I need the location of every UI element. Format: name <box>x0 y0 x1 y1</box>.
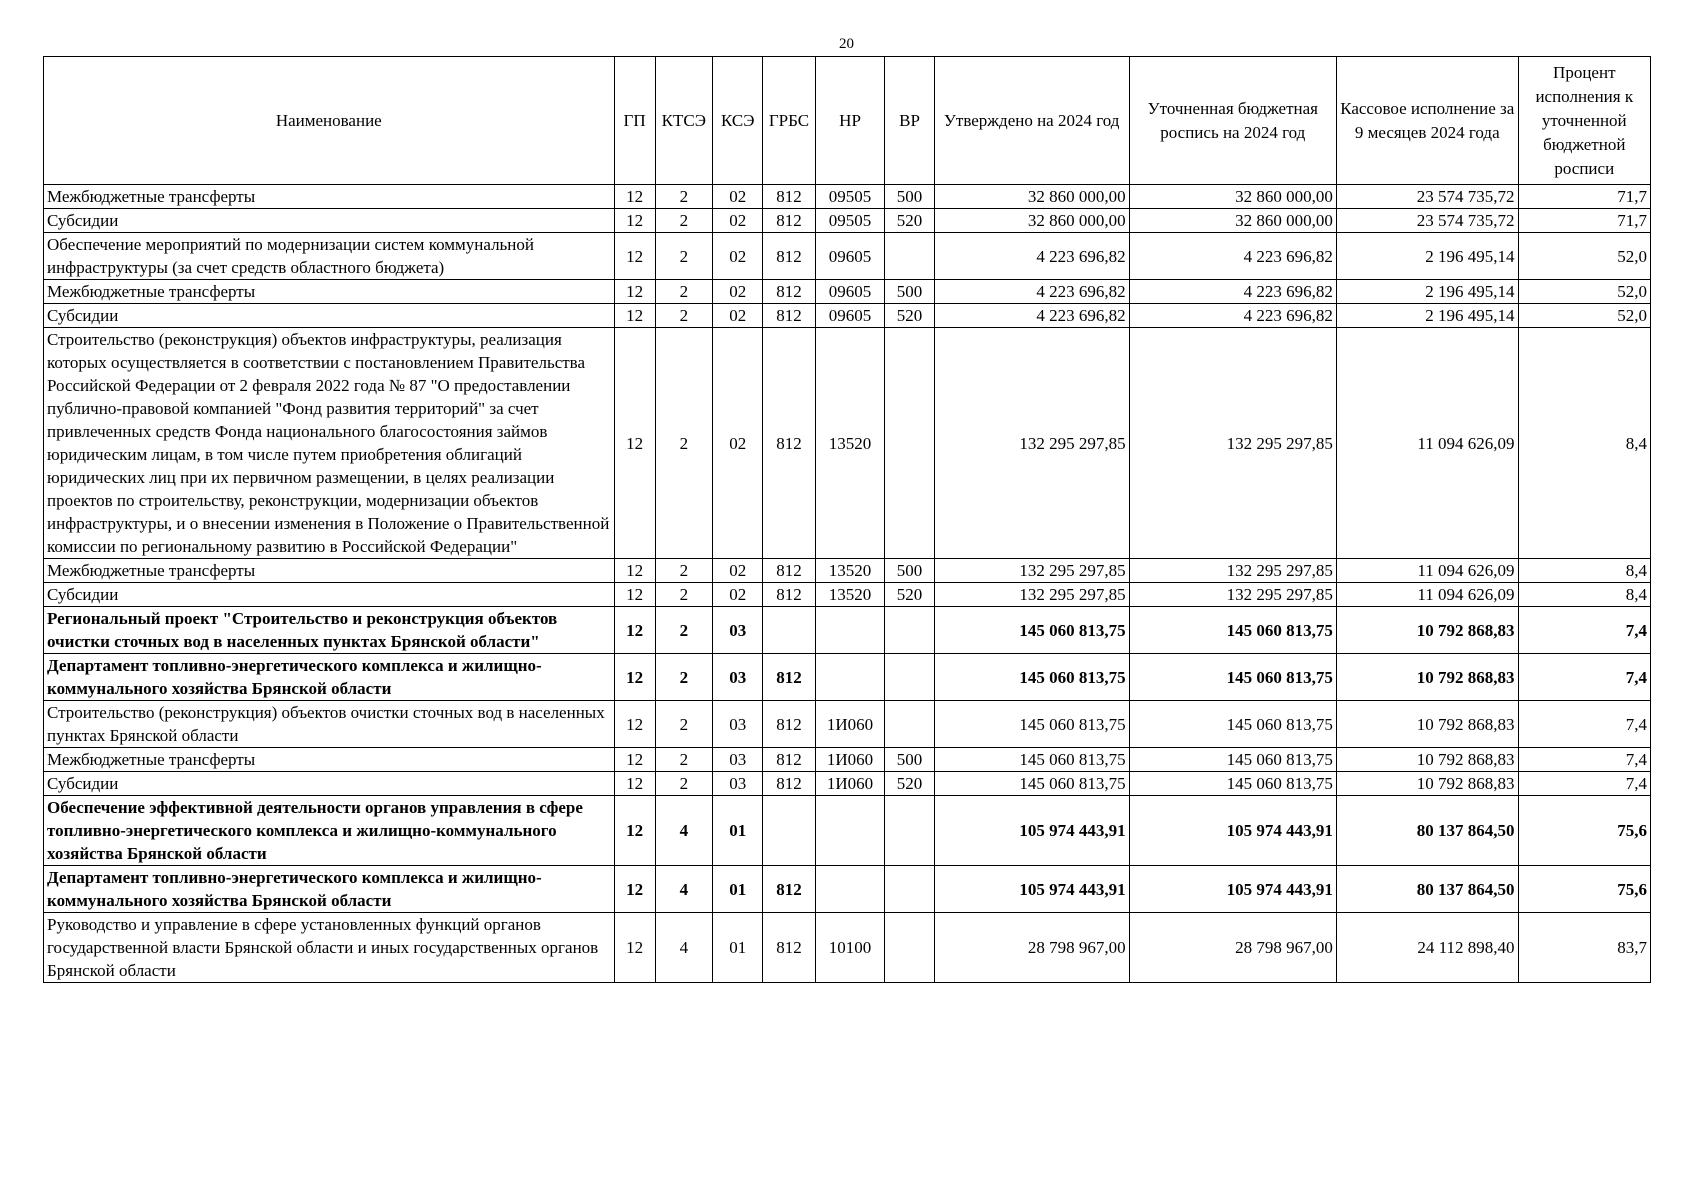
row-ktse: 2 <box>655 583 712 607</box>
row-grbs: 812 <box>763 772 815 796</box>
row-ktse: 4 <box>655 913 712 983</box>
row-refined: 4 223 696,82 <box>1129 233 1336 280</box>
row-cash: 2 196 495,14 <box>1336 304 1518 328</box>
header-nr: НР <box>815 57 885 185</box>
row-ktse: 2 <box>655 772 712 796</box>
row-kse: 01 <box>713 866 763 913</box>
row-kse: 02 <box>713 559 763 583</box>
header-gp: ГП <box>614 57 655 185</box>
row-grbs: 812 <box>763 866 815 913</box>
row-nr: 13520 <box>815 328 885 559</box>
row-grbs <box>763 796 815 866</box>
row-cash: 2 196 495,14 <box>1336 280 1518 304</box>
row-percent: 8,4 <box>1518 583 1650 607</box>
row-grbs: 812 <box>763 185 815 209</box>
row-vr <box>885 701 934 748</box>
row-nr: 09505 <box>815 209 885 233</box>
table-row <box>44 209 1651 233</box>
row-kse: 01 <box>713 796 763 866</box>
row-vr: 500 <box>885 185 934 209</box>
row-ktse: 2 <box>655 304 712 328</box>
row-gp: 12 <box>614 304 655 328</box>
row-nr <box>815 866 885 913</box>
row-ktse: 2 <box>655 328 712 559</box>
row-grbs: 812 <box>763 748 815 772</box>
row-percent: 52,0 <box>1518 304 1650 328</box>
row-cash: 11 094 626,09 <box>1336 583 1518 607</box>
row-nr: 09605 <box>815 304 885 328</box>
row-nr: 10100 <box>815 913 885 983</box>
row-gp: 12 <box>614 280 655 304</box>
row-kse: 03 <box>713 607 763 654</box>
row-kse: 02 <box>713 233 763 280</box>
row-refined: 132 295 297,85 <box>1129 583 1336 607</box>
row-vr: 500 <box>885 280 934 304</box>
row-percent: 7,4 <box>1518 748 1650 772</box>
row-nr <box>815 607 885 654</box>
row-vr: 520 <box>885 209 934 233</box>
row-nr: 1И060 <box>815 772 885 796</box>
row-name: Межбюджетные трансферты <box>44 185 615 209</box>
row-approved: 32 860 000,00 <box>934 209 1129 233</box>
table-row <box>44 559 1651 583</box>
row-vr <box>885 607 934 654</box>
row-nr: 09505 <box>815 185 885 209</box>
header-cash: Кассовое исполнение за 9 месяцев 2024 года <box>1336 57 1518 185</box>
row-ktse: 2 <box>655 559 712 583</box>
row-approved: 105 974 443,91 <box>934 796 1129 866</box>
row-ktse: 2 <box>655 233 712 280</box>
row-percent: 7,4 <box>1518 772 1650 796</box>
row-approved: 132 295 297,85 <box>934 328 1129 559</box>
row-kse: 03 <box>713 748 763 772</box>
row-vr <box>885 654 934 701</box>
row-name: Субсидии <box>44 209 615 233</box>
row-kse: 02 <box>713 280 763 304</box>
header-grbs: ГРБС <box>763 57 815 185</box>
row-kse: 02 <box>713 328 763 559</box>
row-gp: 12 <box>614 796 655 866</box>
row-grbs: 812 <box>763 209 815 233</box>
row-cash: 11 094 626,09 <box>1336 328 1518 559</box>
row-nr <box>815 796 885 866</box>
row-gp: 12 <box>614 583 655 607</box>
row-nr: 09605 <box>815 233 885 280</box>
row-refined: 145 060 813,75 <box>1129 748 1336 772</box>
row-cash: 10 792 868,83 <box>1336 607 1518 654</box>
row-cash: 23 574 735,72 <box>1336 185 1518 209</box>
row-ktse: 2 <box>655 209 712 233</box>
row-grbs <box>763 607 815 654</box>
row-vr: 500 <box>885 748 934 772</box>
row-nr: 13520 <box>815 583 885 607</box>
row-name: Строительство (реконструкция) объектов очистки сточных вод в населенных пунктах Брянской области <box>44 701 615 748</box>
table-row <box>44 185 1651 209</box>
row-grbs: 812 <box>763 328 815 559</box>
row-vr: 520 <box>885 583 934 607</box>
row-percent: 7,4 <box>1518 607 1650 654</box>
row-approved: 132 295 297,85 <box>934 559 1129 583</box>
row-ktse: 2 <box>655 607 712 654</box>
row-percent: 71,7 <box>1518 209 1650 233</box>
row-refined: 132 295 297,85 <box>1129 559 1336 583</box>
row-ktse: 2 <box>655 185 712 209</box>
row-nr: 1И060 <box>815 748 885 772</box>
table-row <box>44 304 1651 328</box>
row-kse: 02 <box>713 209 763 233</box>
table-header-row <box>44 57 1651 185</box>
row-nr: 13520 <box>815 559 885 583</box>
row-vr: 520 <box>885 304 934 328</box>
row-refined: 105 974 443,91 <box>1129 796 1336 866</box>
row-refined: 132 295 297,85 <box>1129 328 1336 559</box>
row-refined: 145 060 813,75 <box>1129 701 1336 748</box>
header-vr: ВР <box>885 57 934 185</box>
table-row <box>44 748 1651 772</box>
table-row <box>44 796 1651 866</box>
row-gp: 12 <box>614 328 655 559</box>
row-gp: 12 <box>614 654 655 701</box>
row-kse: 01 <box>713 913 763 983</box>
row-approved: 145 060 813,75 <box>934 748 1129 772</box>
row-ktse: 2 <box>655 280 712 304</box>
row-gp: 12 <box>614 233 655 280</box>
table-row <box>44 328 1651 559</box>
row-name: Субсидии <box>44 772 615 796</box>
row-cash: 23 574 735,72 <box>1336 209 1518 233</box>
row-ktse: 4 <box>655 796 712 866</box>
row-percent: 75,6 <box>1518 866 1650 913</box>
row-name: Межбюджетные трансферты <box>44 280 615 304</box>
row-cash: 11 094 626,09 <box>1336 559 1518 583</box>
header-kse: КСЭ <box>713 57 763 185</box>
row-percent: 83,7 <box>1518 913 1650 983</box>
row-vr: 520 <box>885 772 934 796</box>
row-percent: 52,0 <box>1518 233 1650 280</box>
row-gp: 12 <box>614 607 655 654</box>
row-kse: 03 <box>713 701 763 748</box>
row-gp: 12 <box>614 701 655 748</box>
row-refined: 32 860 000,00 <box>1129 185 1336 209</box>
row-nr: 1И060 <box>815 701 885 748</box>
row-percent: 7,4 <box>1518 701 1650 748</box>
table-row <box>44 772 1651 796</box>
page-number: 20 <box>839 36 854 52</box>
row-percent: 8,4 <box>1518 328 1650 559</box>
table-row <box>44 233 1651 280</box>
row-vr <box>885 913 934 983</box>
row-kse: 02 <box>713 583 763 607</box>
header-refined: Уточненная бюджетная роспись на 2024 год <box>1129 57 1336 185</box>
row-refined: 4 223 696,82 <box>1129 304 1336 328</box>
row-name: Межбюджетные трансферты <box>44 748 615 772</box>
row-vr <box>885 233 934 280</box>
row-approved: 4 223 696,82 <box>934 304 1129 328</box>
row-gp: 12 <box>614 185 655 209</box>
row-gp: 12 <box>614 209 655 233</box>
table-row <box>44 607 1651 654</box>
row-gp: 12 <box>614 748 655 772</box>
row-nr: 09605 <box>815 280 885 304</box>
row-kse: 03 <box>713 654 763 701</box>
row-name: Департамент топливно-энергетического комплекса и жилищно-коммунального хозяйства Брянской области <box>44 866 615 913</box>
row-cash: 24 112 898,40 <box>1336 913 1518 983</box>
row-cash: 80 137 864,50 <box>1336 866 1518 913</box>
row-cash: 10 792 868,83 <box>1336 772 1518 796</box>
table-row <box>44 583 1651 607</box>
row-approved: 145 060 813,75 <box>934 607 1129 654</box>
row-cash: 80 137 864,50 <box>1336 796 1518 866</box>
row-nr <box>815 654 885 701</box>
row-cash: 10 792 868,83 <box>1336 701 1518 748</box>
row-kse: 03 <box>713 772 763 796</box>
row-percent: 7,4 <box>1518 654 1650 701</box>
row-gp: 12 <box>614 866 655 913</box>
row-vr <box>885 796 934 866</box>
header-ktse: КТСЭ <box>655 57 712 185</box>
row-name: Межбюджетные трансферты <box>44 559 615 583</box>
header-name: Наименование <box>44 57 615 185</box>
row-approved: 105 974 443,91 <box>934 866 1129 913</box>
row-cash: 2 196 495,14 <box>1336 233 1518 280</box>
row-grbs: 812 <box>763 654 815 701</box>
row-name: Субсидии <box>44 583 615 607</box>
row-refined: 145 060 813,75 <box>1129 772 1336 796</box>
row-ktse: 4 <box>655 866 712 913</box>
row-kse: 02 <box>713 185 763 209</box>
row-grbs: 812 <box>763 701 815 748</box>
table-row <box>44 280 1651 304</box>
row-grbs: 812 <box>763 233 815 280</box>
row-refined: 28 798 967,00 <box>1129 913 1336 983</box>
row-name: Строительство (реконструкция) объектов инфраструктуры, реализация которых осуществляется в соответствии с постановлением Правительства Российской Федерации от 2 февраля 2022 года № 87 "О предоставлении публично-правовой компанией "Фонд развития территорий" за счет привлеченных средств Фонда национального благосостояния займов юридическим лицам, в том числе путем приобретения облигаций юридических лиц при их первичном размещении, в целях реализации проектов по строительству, реконструкции, модернизации объектов инфраструктуры, и о внесении изменения в Положение о Правительственной комиссии по региональному развитию в Российской Федерации" <box>44 328 615 559</box>
row-grbs: 812 <box>763 559 815 583</box>
row-percent: 52,0 <box>1518 280 1650 304</box>
table-row <box>44 701 1651 748</box>
row-approved: 145 060 813,75 <box>934 772 1129 796</box>
row-name: Субсидии <box>44 304 615 328</box>
row-cash: 10 792 868,83 <box>1336 748 1518 772</box>
row-percent: 75,6 <box>1518 796 1650 866</box>
budget-execution-table <box>43 56 1651 983</box>
row-approved: 28 798 967,00 <box>934 913 1129 983</box>
row-approved: 4 223 696,82 <box>934 233 1129 280</box>
row-vr <box>885 328 934 559</box>
row-grbs: 812 <box>763 304 815 328</box>
row-grbs: 812 <box>763 913 815 983</box>
row-ktse: 2 <box>655 701 712 748</box>
row-approved: 4 223 696,82 <box>934 280 1129 304</box>
row-name: Обеспечение эффективной деятельности органов управления в сфере топливно-энергетического комплекса и жилищно-коммунального хозяйства Брянской области <box>44 796 615 866</box>
row-approved: 145 060 813,75 <box>934 654 1129 701</box>
row-ktse: 2 <box>655 748 712 772</box>
row-percent: 71,7 <box>1518 185 1650 209</box>
row-ktse: 2 <box>655 654 712 701</box>
row-cash: 10 792 868,83 <box>1336 654 1518 701</box>
table-row <box>44 913 1651 983</box>
table-row <box>44 866 1651 913</box>
row-vr: 500 <box>885 559 934 583</box>
row-refined: 32 860 000,00 <box>1129 209 1336 233</box>
row-grbs: 812 <box>763 583 815 607</box>
row-name: Департамент топливно-энергетического комплекса и жилищно-коммунального хозяйства Брянской области <box>44 654 615 701</box>
row-refined: 145 060 813,75 <box>1129 607 1336 654</box>
table-body <box>44 185 1651 983</box>
row-refined: 145 060 813,75 <box>1129 654 1336 701</box>
row-kse: 02 <box>713 304 763 328</box>
row-gp: 12 <box>614 772 655 796</box>
row-name: Руководство и управление в сфере установленных функций органов государственной власти Брянской области и иных государственных органов Брянской области <box>44 913 615 983</box>
header-percent: Процент исполнения к уточненной бюджетной росписи <box>1518 57 1650 185</box>
row-percent: 8,4 <box>1518 559 1650 583</box>
row-refined: 4 223 696,82 <box>1129 280 1336 304</box>
row-grbs: 812 <box>763 280 815 304</box>
row-refined: 105 974 443,91 <box>1129 866 1336 913</box>
row-approved: 132 295 297,85 <box>934 583 1129 607</box>
row-approved: 32 860 000,00 <box>934 185 1129 209</box>
row-name: Обеспечение мероприятий по модернизации систем коммунальной инфраструктуры (за счет средств областного бюджета) <box>44 233 615 280</box>
table-row <box>44 654 1651 701</box>
row-gp: 12 <box>614 913 655 983</box>
row-name: Региональный проект "Строительство и реконструкция объектов очистки сточных вод в населенных пунктах Брянской области" <box>44 607 615 654</box>
row-gp: 12 <box>614 559 655 583</box>
row-vr <box>885 866 934 913</box>
row-approved: 145 060 813,75 <box>934 701 1129 748</box>
header-approved: Утверждено на 2024 год <box>934 57 1129 185</box>
